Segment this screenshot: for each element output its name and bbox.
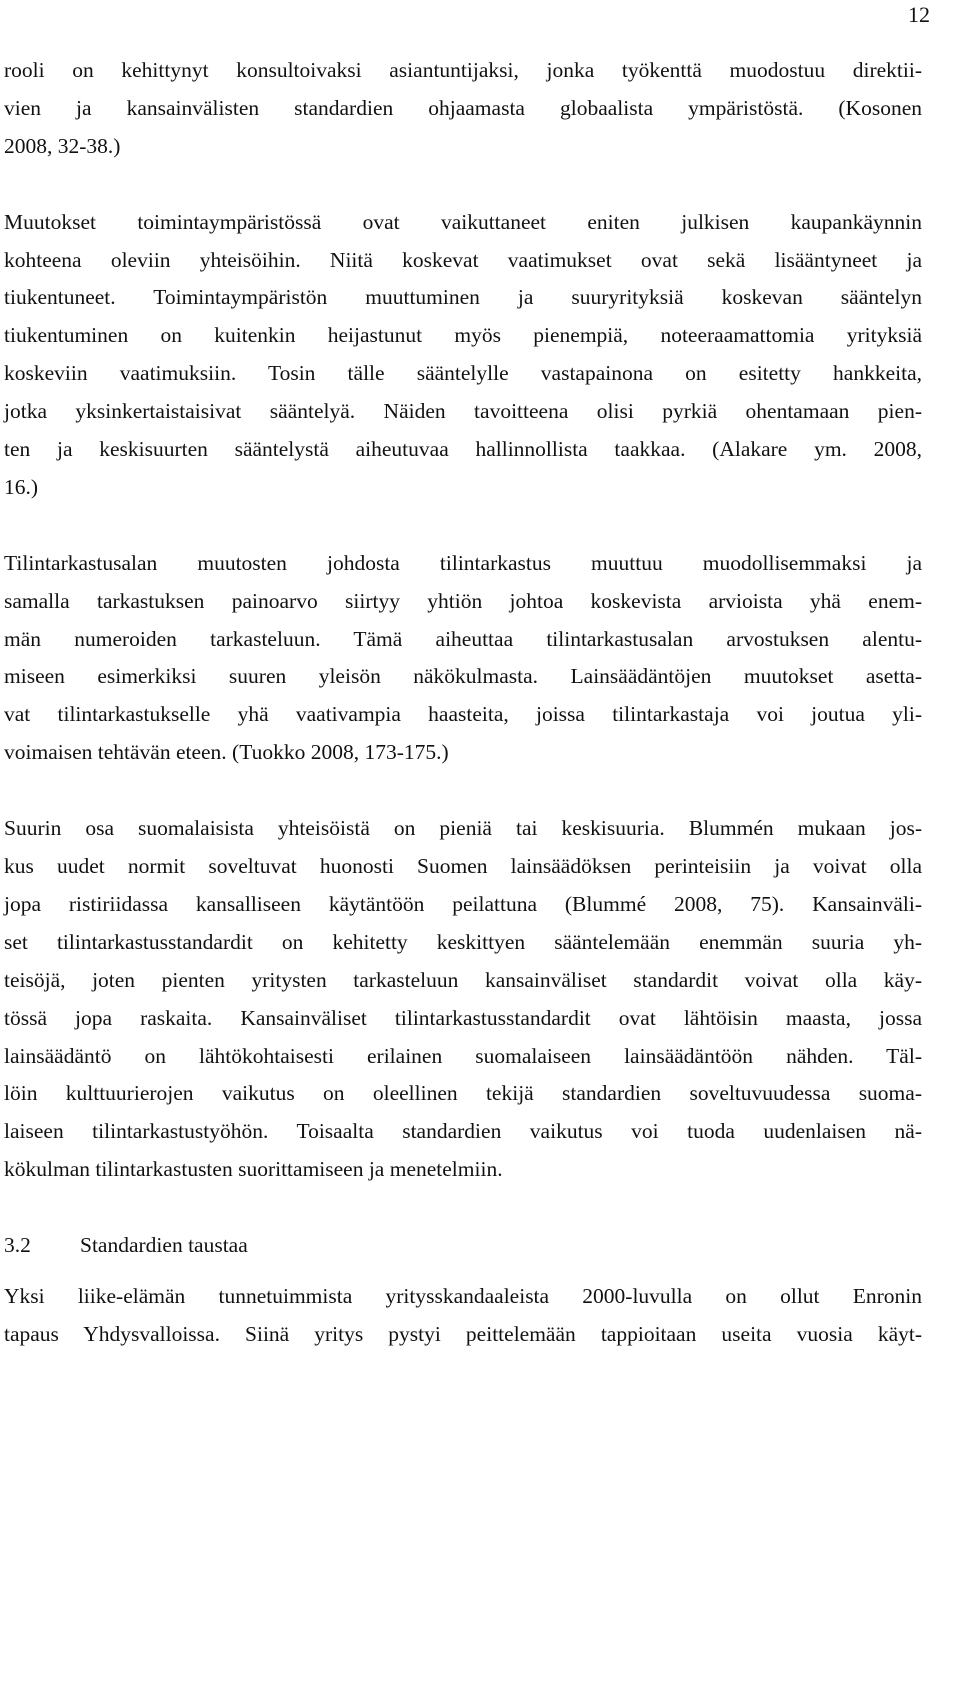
text-line: män numeroiden tarkasteluun. Tämä aiheuttaa tilintarkastusalan arvostuksen alentu-: [4, 626, 922, 651]
paragraph-3: [4, 545, 922, 772]
page-number: 12: [908, 2, 930, 27]
text-line: vat tilintarkastukselle yhä vaativampia haasteita, joissa tilintarkastaja voi joutua yli-: [4, 702, 922, 727]
text-line: koskeviin vaatimuksiin. Tosin tälle sääntelylle vastapainona on esitetty hankkeita,: [4, 361, 922, 386]
text-line: voimaisen tehtävän eteen. (Tuokko 2008, 173-175.): [4, 740, 449, 765]
text-line: Muutokset toimintaympäristössä ovat vaikuttaneet eniten julkisen kaupankäynnin: [4, 209, 922, 234]
text-line: tiukentuneet. Toimintaympäristön muuttuminen ja suuryrityksiä koskevan sääntelyn: [4, 285, 922, 310]
paragraph-2: [4, 204, 922, 507]
text-line: jopa ristiriidassa kansalliseen käytäntöön peilattuna (Blummé 2008, 75). Kansainväli-: [4, 891, 922, 916]
section-heading: [4, 1227, 922, 1265]
text-line: lainsäädäntö on lähtökohtaisesti erilainen suomalaiseen lainsäädäntöön nähden. Täl-: [4, 1043, 922, 1068]
paragraph-5: [4, 1278, 922, 1354]
text-line: tapaus Yhdysvalloissa. Siinä yritys pystyi peittelemään tappioitaan useita vuosia käyt-: [4, 1321, 922, 1346]
text-line: tössä jopa raskaita. Kansainväliset tilintarkastusstandardit ovat lähtöisin maasta, jossa: [4, 1005, 922, 1030]
text-line: kökulman tilintarkastusten suorittamiseen ja menetelmiin.: [4, 1157, 503, 1182]
text-line: Yksi liike-elämän tunnetuimmista yritysskandaaleista 2000-luvulla on ollut Enronin: [4, 1283, 922, 1308]
text-line: jotka yksinkertaistaisivat sääntelyä. Näiden tavoitteena olisi pyrkiä ohentamaan pien-: [4, 399, 922, 424]
text-line: vien ja kansainvälisten standardien ohjaamasta globaalista ympäristöstä. (Kosonen: [4, 95, 922, 120]
text-line: tiukentuminen on kuitenkin heijastunut myös pienempiä, noteeraamattomia yrityksiä: [4, 323, 922, 348]
text-line: kohteena oleviin yhteisöihin. Niitä koskevat vaatimukset ovat sekä lisääntyneet ja: [4, 247, 922, 272]
text-line: set tilintarkastusstandardit on kehitetty keskittyen sääntelemään enemmän suuria yh-: [4, 929, 922, 954]
text-line: laiseen tilintarkastustyöhön. Toisaalta standardien vaikutus voi tuoda uudenlaisen nä-: [4, 1119, 922, 1144]
text-line: kus uudet normit soveltuvat huonosti Suomen lainsäädöksen perinteisiin ja voivat olla: [4, 853, 922, 878]
section-number: 3.2: [4, 1233, 31, 1258]
paragraph-4: [4, 810, 922, 1189]
paragraph-1: [4, 52, 922, 166]
text-line: 2008, 32-38.): [4, 133, 121, 158]
text-line: miseen esimerkiksi suuren yleisön näkökulmasta. Lainsäädäntöjen muutokset asetta-: [4, 664, 922, 689]
text-line: Tilintarkastusalan muutosten johdosta tilintarkastus muuttuu muodollisemmaksi ja: [4, 550, 922, 575]
text-line: rooli on kehittynyt konsultoivaksi asiantuntijaksi, jonka työkenttä muodostuu direktii-: [4, 58, 922, 82]
text-line: Suurin osa suomalaisista yhteisöistä on pieniä tai keskisuuria. Blummén mukaan jos-: [4, 816, 922, 841]
text-line: teisöjä, joten pienten yritysten tarkasteluun kansainväliset standardit voivat olla käy-: [4, 967, 922, 992]
text-line: ten ja keskisuurten sääntelystä aiheutuvaa hallinnollista taakkaa. (Alakare ym. 2008,: [4, 437, 922, 462]
text-line: löin kulttuurierojen vaikutus on oleellinen tekijä standardien soveltuvuudessa suoma-: [4, 1081, 922, 1106]
document-body: [4, 52, 922, 1354]
section-title: Standardien taustaa: [80, 1233, 248, 1258]
text-line: 16.): [4, 474, 39, 499]
text-line: samalla tarkastuksen painoarvo siirtyy yhtiön johtoa koskevista arvioista yhä enem-: [4, 588, 922, 613]
